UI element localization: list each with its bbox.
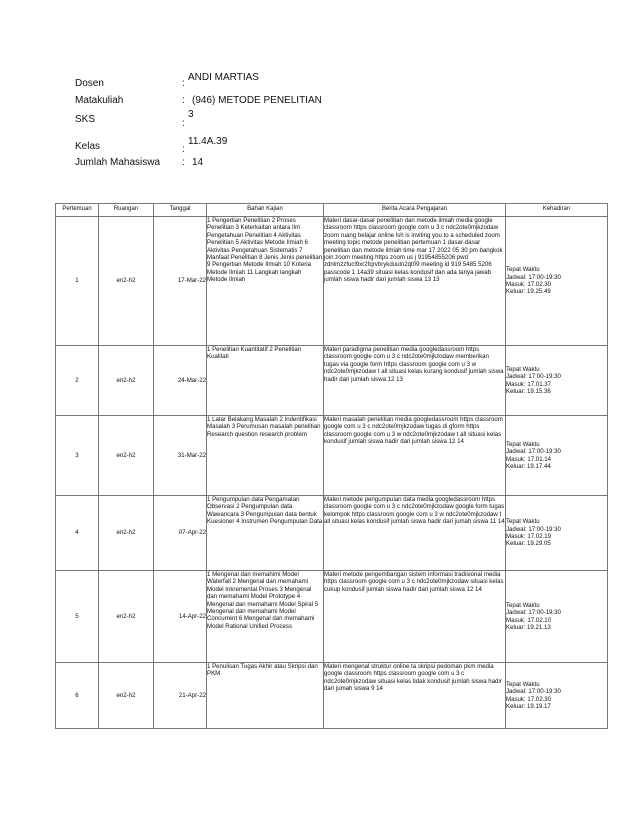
colon: : [182, 157, 185, 168]
kehadiran-line: Jadwal: 17:00-19:30 [506, 273, 561, 281]
colon: : [182, 144, 185, 155]
course-header [75, 72, 375, 179]
kehadiran-line: Tepat Waktu [506, 601, 540, 609]
kehadiran-line: Jadwal: 17:00-19:30 [506, 373, 561, 381]
kelas-label: Kelas [75, 141, 101, 152]
bahan-kajian-cell: 1 Pengertian Penelitian 2 Proses Penelitian 3 Keterkaitan antara Ilm Pengetahuan Penelitian 4 Aktivitas Penelitian 5 Aktivitas Metode Ilmiah 6 Aktivitas Pengetahuan Sistematis 7 Manfaat Penelitian 8 Jenis Jenis penelitian 9 Pengertian Metode Ilmiah 10 Kriteria Metode Ilmiah 11 Langkah langkah Metode Ilmiah [207, 217, 324, 346]
table-row [56, 346, 608, 416]
bahan-kajian-cell: 1 Latar Belakang Masalah 2 Indentifikasi Masalah 3 Perumusan masalah penelitian Research question research problem [207, 416, 324, 496]
dosen-value: ANDI MARTIAS [188, 72, 259, 83]
attendance-table [55, 203, 608, 729]
ruangan-cell: en2-h2 [99, 496, 154, 571]
pertemuan-cell: 1 [56, 217, 99, 346]
tanggal-cell: 31-Mar-22 [154, 416, 207, 496]
colon: : [182, 95, 185, 106]
kehadiran-line: Tepat Waktu [506, 440, 540, 448]
kehadiran-line: Keluar: 19.17.44 [506, 462, 551, 470]
bahan-kajian-cell: 1 Pengumpulan data Pengamatan Observasi 2 Pengumpulan data Wawancara 3 Pengumpulan data bentuk Kuesioner 4 Instrumen Pengumpulan Data [207, 496, 324, 571]
jumlah-value: 14 [192, 157, 204, 168]
pertemuan-cell: 2 [56, 346, 99, 416]
kehadiran-line: Jadwal: 17:00-19:30 [506, 609, 561, 617]
col-header-kehadiran: Kehadiran [506, 204, 608, 217]
kehadiran-cell [506, 663, 608, 729]
ruangan-cell: en2-h2 [99, 217, 154, 346]
pertemuan-cell: 4 [56, 496, 99, 571]
ruangan-cell: en2-h2 [99, 346, 154, 416]
bahan-kajian-cell: 1 Penulisan Tugas Akhir atau Skripsi dan PKM [207, 663, 324, 729]
berita-acara-cell: Materi dasar-dasar penelitian dan metode ilmiah media google classroom https classroom google com u 3 c ndc2ote0mjkzodaw zoom ruang belajar online lsh is inviting you to a scheduled zoom meeting topic metode penelitian pertemuan 1 dasar-dasar penelitian dan metode ilmiah time mar 17 2022 05 30 pm bangkok join zoom meeting https zoom us j 91954855206 pwd zdnlmzzfucl9xr2fqrvbrykduuln2qt09 meeting id 919 5485 5206 passcode 1 14a39 situasi kelas kondusif dan ada tanya jawab jumlah siswa hadir dari jumlah siswa 13 13 [324, 217, 506, 346]
pertemuan-cell: 3 [56, 416, 99, 496]
kehadiran-line: Tepat Waktu [506, 518, 540, 526]
table-header-row [56, 204, 608, 217]
kehadiran-line: Jadwal: 17:00-19:30 [506, 448, 561, 456]
kehadiran-cell [506, 416, 608, 496]
kehadiran-line: Keluar: 19.29.05 [506, 540, 551, 548]
berita-acara-cell: Materi masalah penelitian media googledassroom https classroom google com u 3 c ndc2ote0mjkzodaw tugas di gform https classroom google com u 3 w ndc2ote0mjkzodaw t all situasi kelas kondusif jumlah siswa hadir dari jumlah siswa 12 14 [324, 416, 506, 496]
kehadiran-line: Masuk: 17.02.30 [506, 695, 552, 703]
matkul-label: Matakuliah [75, 95, 124, 106]
kehadiran-line: Keluar: 19.25.49 [506, 288, 551, 296]
table-row [56, 496, 608, 571]
tanggal-cell: 21-Apr-22 [154, 663, 207, 729]
sks-label: SKS [75, 114, 96, 125]
dosen-row [75, 72, 375, 93]
col-header-bahan: Bahan Kajian [207, 204, 324, 217]
kehadiran-line: Tepat Waktu [506, 680, 540, 688]
tanggal-cell: 17-Mar-22 [154, 217, 207, 346]
berita-acara-cell: Materi metode pengumpulan data media googledassroom https classroom google com u 3 c ndc2ote0mjkzodaw google form tugas kelompok https classroom google com u 3 w ndc2ote0mjkzodaw t all situasi kelas kondusif jumlah siswa hadir dari jumah siswa 11 14 [324, 496, 506, 571]
kehadiran-line: Tepat Waktu [506, 266, 540, 274]
kehadiran-line: Jadwal: 17:00-19:30 [506, 525, 561, 533]
matkul-row [75, 93, 375, 110]
kehadiran-line: Masuk: 17.02.19 [506, 533, 552, 540]
table-row [56, 571, 608, 663]
tanggal-cell: 07-Apr-22 [154, 496, 207, 571]
berita-acara-cell: Materi mengenal struktur online ta skripsi pedoman pkm media google classroom https classroom google com u 3 c ndc2ote0mjkzodaw situasi kelas tidak kondusif jumlah siswa hadir dari jumah siswa 9 14 [324, 663, 506, 729]
table-row [56, 416, 608, 496]
kehadiran-cell [506, 346, 608, 416]
kehadiran-line: Keluar: 19.19.17 [506, 702, 551, 710]
kehadiran-line: Masuk: 17.01.37 [506, 380, 552, 388]
kehadiran-line: Jadwal: 17:00-19:30 [506, 688, 561, 696]
table-row [56, 217, 608, 346]
tanggal-cell: 14-Apr-22 [154, 571, 207, 663]
kehadiran-cell [506, 217, 608, 346]
kehadiran-cell [506, 571, 608, 663]
kehadiran-line: Masuk: 17.02.10 [506, 616, 552, 624]
sks-value: 3 [188, 109, 194, 120]
kehadiran-line: Masuk: 17.01.14 [506, 455, 552, 463]
bahan-kajian-cell: 1 Penelitian Kuantitatif 2 Penelitian Kualitati [207, 346, 324, 416]
col-header-pertemuan: Pertemuan [56, 204, 99, 217]
kelas-row [75, 131, 375, 158]
table-row [56, 663, 608, 729]
tanggal-cell: 24-Mar-22 [154, 346, 207, 416]
ruangan-cell: en2-h2 [99, 416, 154, 496]
colon: : [182, 118, 185, 129]
sks-row [75, 110, 375, 131]
kelas-value: 11.4A.39 [188, 136, 228, 147]
col-header-tanggal: Tanggal [154, 204, 207, 217]
berita-acara-cell: Materi paradigma penelitian media googledassroom https classroom google com u 3 c ndc2ote0mjkzodaw memberikan tugas via google form https classroom google com u 3 w ndc2ote0mjkzodaw t all situasi kelas kurang kondusif jumlah siswa hadir dari jumlah siswa 12 13 [324, 346, 506, 416]
colon: : [182, 78, 185, 89]
jumlah-label: Jumlah Mahasiswa [75, 157, 161, 168]
ruangan-cell: en2-h2 [99, 571, 154, 663]
kehadiran-line: Keluar: 19.15.36 [506, 387, 551, 395]
col-header-berita: Berita Acara Pengajaran [324, 204, 506, 217]
kehadiran-line: Keluar: 19.21.13 [506, 623, 551, 631]
col-header-ruangan: Ruangan [99, 204, 154, 217]
pertemuan-cell: 5 [56, 571, 99, 663]
kehadiran-line: Tepat Waktu [506, 365, 540, 373]
kehadiran-line: Masuk: 17.02.30 [506, 281, 552, 288]
ruangan-cell: en2-h2 [99, 663, 154, 729]
dosen-label: Dosen [75, 78, 104, 89]
berita-acara-cell: Materi metode pengembangan sistem informasi tradisional media https classroom google com u 3 c ndc2ote0mjkzodaw situasi kelas cukup kondusif jumlah siswa hadir dari jumlah siswa 12 14 [324, 571, 506, 663]
matkul-value: (946) METODE PENELITIAN [192, 95, 322, 106]
jumlah-row [75, 158, 375, 179]
bahan-kajian-cell: 1 Mengenal dan memahimi Model Waterfall 2 Mengenal dan memahami Model Inkremental Proses 3 Mengenal dan memahami Model Prototype 4 Mengenal dan memahami Model Spiral 5 Mengenal dan memahami Model Concurrent 6 Mengenal dan memahami Model Rational Unified Process [207, 571, 324, 663]
pertemuan-cell: 6 [56, 663, 99, 729]
kehadiran-cell [506, 496, 608, 571]
